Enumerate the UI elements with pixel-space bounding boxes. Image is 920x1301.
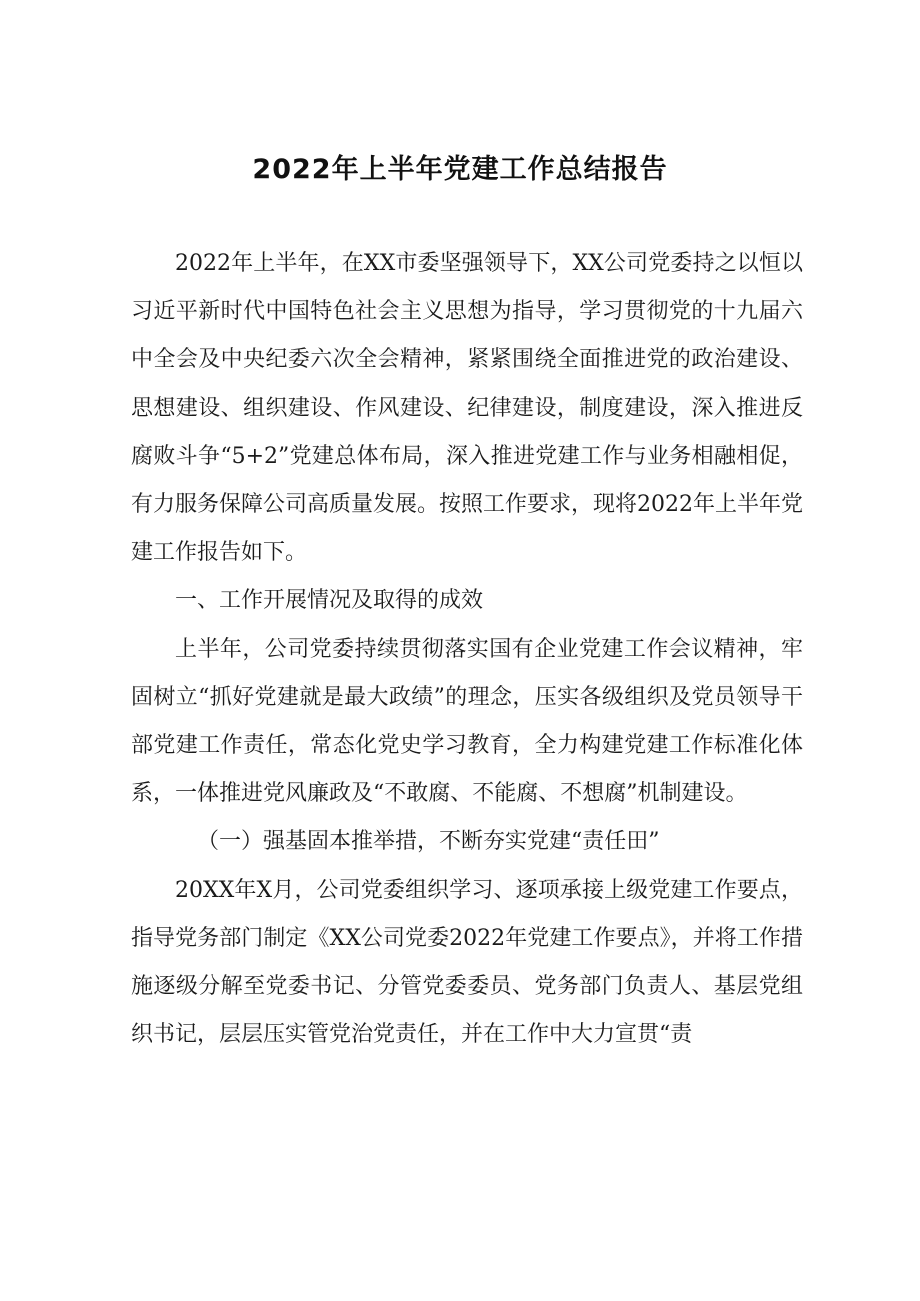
paragraph-subsection-1: 20XX年X月，公司党委组织学习、逐项承接上级党建工作要点，指导党务部门制定《XX公司党委2022年党建工作要点》，并将工作措施逐级分解至党委书记、分管党委委员、党务部门负责人、基层党组织书记，层层压实管党治党责任，并在工作中大力宣贯“责: [131, 877, 803, 1048]
section-heading-1: 一、工作开展情况及取得的成效: [175, 588, 484, 614]
paragraph-intro: 2022年上半年，在XX市委坚强领导下，XX公司党委持之以恒以习近平新时代中国特色社会主义思想为指导，学习贯彻党的十九届六中全会及中央纪委六次全会精神，紧紧围绕全面推进党的政治建设、思想建设、组织建设、作风建设、纪律建设，制度建设，深入推进反腐败斗争“5+2”党建总体布局，深入推进党建工作与业务相融相促，有力服务保障公司高质量发展。按照工作要求，现将2022年上半年党建工作报告如下。: [131, 251, 803, 566]
subsection-heading-1: （一）强基固本推举措，不断夯实党建“责任田”: [197, 829, 660, 855]
paragraph-section-1: 上半年，公司党委持续贯彻落实国有企业党建工作会议精神，牢固树立“抓好党建就是最大政绩”的理念，压实各级组织及党员领导干部党建工作责任，常态化党史学习教育，全力构建党建工作标准化体系，一体推进党风廉政及“不敢腐、不能腐、不想腐”机制建设。: [131, 636, 803, 807]
document-title: 2022年上半年党建工作总结报告: [252, 154, 668, 185]
document-body: [131, 240, 803, 1059]
